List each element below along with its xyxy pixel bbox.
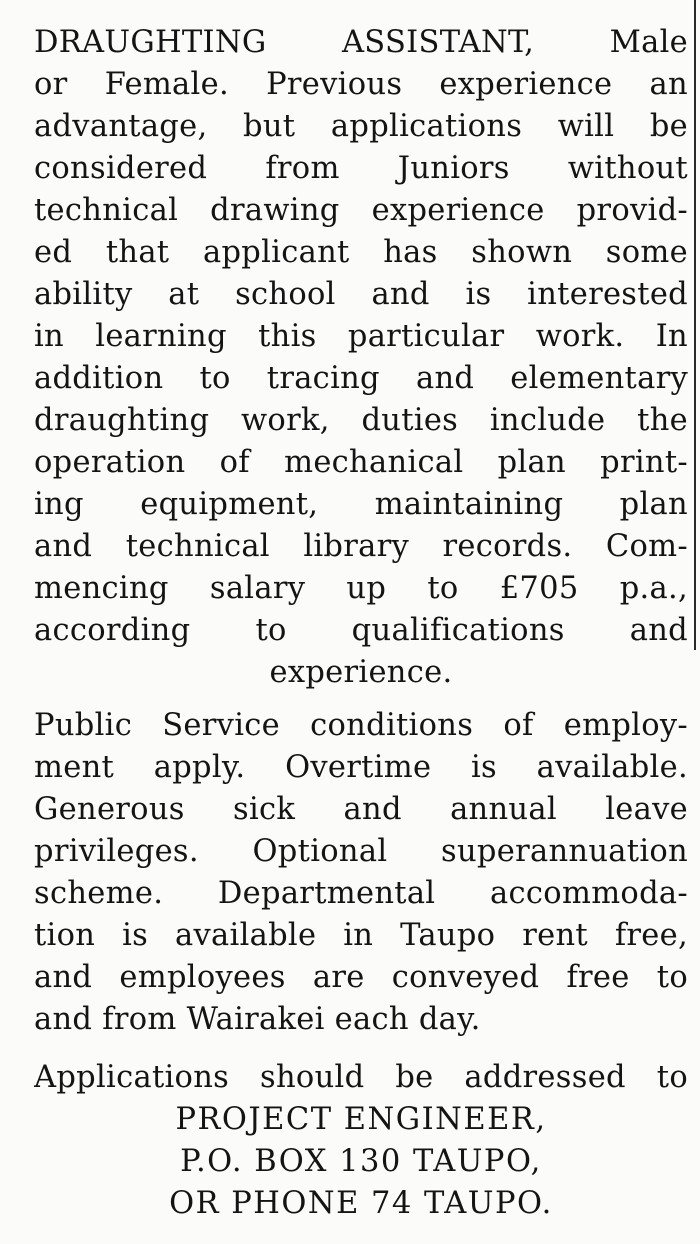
text-line: or Female. Previous experience an xyxy=(34,67,688,102)
text-line: according to qualifications and xyxy=(34,613,688,648)
text-line: Applications should be addressed to xyxy=(34,1060,688,1095)
text-line: Generous sick and annual leave xyxy=(34,792,688,827)
contact-phone: OR PHONE 74 TAUPO. xyxy=(169,1186,553,1221)
text-line: Public Service conditions of employ- xyxy=(34,708,688,743)
contact-po-box: P.O. BOX 130 TAUPO, xyxy=(180,1144,542,1179)
text-line: privileges. Optional superannuation xyxy=(34,834,688,869)
text-line: in learning this particular work. In xyxy=(34,319,688,354)
text-line: scheme. Departmental accommoda- xyxy=(34,876,688,911)
contact-paragraph xyxy=(34,1057,688,1225)
text-line: and from Wairakei each day. xyxy=(34,1002,481,1037)
text-line: DRAUGHTING ASSISTANT, Male xyxy=(34,25,688,60)
text-line: technical drawing experience provid- xyxy=(34,193,688,228)
text-line: ment apply. Overtime is available. xyxy=(34,750,688,785)
text-line: and employees are conveyed free to xyxy=(34,960,688,995)
conditions-paragraph xyxy=(34,705,688,1041)
column-rule xyxy=(694,0,696,650)
text-line: draughting work, duties include the xyxy=(34,403,688,438)
text-line: experience. xyxy=(269,655,453,690)
text-line: tion is available in Taupo rent free, xyxy=(34,918,688,953)
text-line: and technical library records. Com- xyxy=(34,529,688,564)
job-description-paragraph xyxy=(34,22,688,694)
text-line: ability at school and is interested xyxy=(34,277,688,312)
text-line: addition to tracing and elementary xyxy=(34,361,688,396)
text-line: ed that applicant has shown some xyxy=(34,235,688,270)
contact-addressee: PROJECT ENGINEER, xyxy=(175,1102,547,1137)
text-line: mencing salary up to £705 p.a., xyxy=(34,571,688,606)
text-line: operation of mechanical plan print- xyxy=(34,445,688,480)
text-line: ing equipment, maintaining plan xyxy=(34,487,688,522)
text-line: considered from Juniors without xyxy=(34,151,688,186)
text-line: advantage, but applications will be xyxy=(34,109,688,144)
